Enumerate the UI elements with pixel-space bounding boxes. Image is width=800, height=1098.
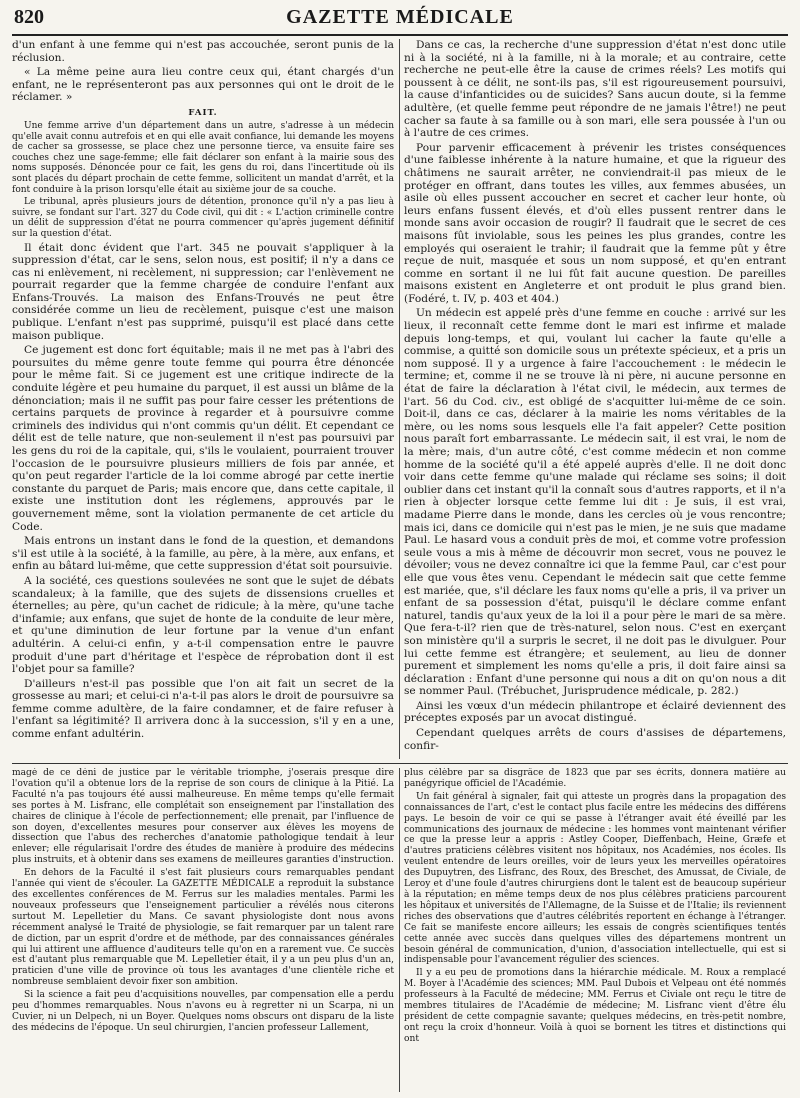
paragraph: D'ailleurs n'est-il pas possible que l'on ait fait un secret de la grossesse au mari; et celui-ci n'a-t-il pas alors le droit de poursuivre sa femme comme adultère, de la faire condamner, et de faire refuser à l'enfant sa légitimité? Il arrivera donc à la succession, s'il y en a une, comme enfant adultérin. [12, 677, 394, 741]
paragraph: Une femme arrive d'un département dans un autre, s'adresse à un médecin qu'elle avait connu autrefois et en qui elle avait confiance, lui demande les moyens de cacher sa grossesse, se place chez une personne tierce, va ensuite faire ses couches chez une sage-femme; elle fait déclarer son enfant à la mairie sous des noms supposés. Dénoncée pour ce fait, les gens du roi, dans l'incertitude où ils sont placés du départ prochain de cette femme, sollicitent un mandat d'arrêt, et la font conduire à la prison lorsqu'elle était au sixième jour de sa couche. [12, 120, 394, 195]
paragraph: Cependant quelques arrêts de cours d'assises de départemens, confir- [404, 727, 786, 752]
paragraph: Un médecin est appelé près d'une femme en couche : arrivé sur les lieux, il reconnaît cette femme dont le mari est infirme et malade depuis long-temps, et qui, voulant lui cacher la faute qu'elle a commise, a quitté son domicile sous un prétexte spécieux, et a pris un nom supposé. Il y a urgence à faire l'accouchement : le médecin le termine; et, comme il ne se trouve là ni père, ni aucune personne en état de faire la déclaration à l'état civil, le médecin, aux termes de l'art. 56 du Cod. civ., est obligé de s'acquitter lui-même de ce soin. Doit-il, dans ce cas, déclarer à la mairie les noms véritables de la mère, ou les noms sous lesquels elle l'a fait appeler? Cette position nous paraît fort embarrassante. Le médecin sait, il est vrai, le nom de la mère; mais, d'un autre côté, c'est comme médecin et non comme homme de la société qu'il a été appelé auprès d'elle. Il ne doit donc voir dans cette femme qu'une malade qui réclame ses soins; il doit oublier dans cet instant qu'il la connaît sous d'autres rapports, et il n'a rien à objecter lorsque cette femme lui dit : Je suis, il est vrai, madame Pierre dans le monde, dans les cercles où je vous rencontre; mais ici, dans ce domicile qui n'est pas le mien, je ne suis que madame Paul. Le hasard vous a conduit près de moi, et comme votre profession seule vous a mis à même de découvrir mon secret, vous ne pouvez le dévoiler; vous ne devez connaître ici que la femme Paul, car c'est pour elle que vous êtes venu. Cependant le médecin sait que cette femme est mariée, que, s'il déclare les faux noms qu'elle a pris, il va priver un enfant de sa possession d'état, puisqu'il le déclare comme enfant naturel, tandis qu'aux yeux de la loi il a pour père le mari de sa mère. Que fera-t-il? rien que de très-naturel, selon nous. C'est en exerçant son ministère qu'il a surpris le secret, il ne doit pas le divulguer. Pour lui cette femme est étrangère; et seulement, au lieu de donner purement et simplement les noms qu'elle a pris, il doit faire ainsi sa déclaration : Enfant d'une personne qui nous a dit on qu'on nous a dit se nommer Paul. (Trébuchet, Jurisprudence médicale, p. 282.) [404, 307, 786, 698]
page-header [12, 6, 788, 36]
lower-section [12, 768, 788, 1098]
paragraph: A la société, ces questions soulevées ne sont que le sujet de débats scandaleux; à la famille, que des sujets de dissensions cruelles et éternelles; au père, qu'un cachet de ridicule; à la mère, qu'une tache d'infamie; aux enfans, que sujet de honte de la conduite de leur mère, et qu'une diminution de leur fortune par la venue d'un enfant adultérin. A celui-ci enfin, y a-t-il compensation entre le pauvre produit d'une part d'héritage et l'espèce de réprobation dont il est l'objet pour sa famille? [12, 574, 394, 676]
column-divider [399, 768, 400, 1092]
upper-left-column [12, 39, 394, 759]
paragraph: Ce jugement est donc fort équitable; mais il ne met pas à l'abri des poursuites du même genre toute femme qui pourra être dénoncée pour le même fait. Si ce jugement est une critique indirecte de la conduite légère et peu humaine du parquet, il est aussi un blâme de la dénonciation; mais il ne suffit pas pour faire cesser les prétentions de certains parquets de province à regarder et à poursuivre comme criminels des individus qui n'ont commis qu'un délit. Et cependant ce délit est de telle nature, que non-seulement il n'est pas poursuivi par les gens du roi de la capitale, qui, s'ils le voulaient, pourraient trouver l'occasion de le poursuivre plusieurs milliers de fois par année, et qu'on peut regarder l'article de la loi comme abrogé par cette inertie constante du parquet de Paris; mais encore que, dans cette capitale, il existe une institution dont les réglemens, approuvés par le gouvernement même, sont la violation permanente de cet article du Code. [12, 344, 394, 533]
paragraph: Il était donc évident que l'art. 345 ne pouvait s'appliquer à la suppression d'état, car le sens, selon nous, est positif; il n'y a dans ce cas ni enlèvement, ni recèlement, ni suppression; car l'enlèvement ne pourrait regarder que la femme chargée de conduire l'enfant aux Enfans-Trouvés. La maison des Enfans-Trouvés ne peut être considérée comme un lieu de recèlement, puisque c'est une maison publique. L'enfant n'est pas supprimé, puisqu'il est placé dans cette maison publique. [12, 241, 394, 342]
paragraph: d'un enfant à une femme qui n'est pas accouchée, seront punis de la réclusion. [12, 39, 394, 64]
paragraph: Il y a eu peu de promotions dans la hiérarchie médicale. M. Roux a remplacé M. Boyer à l'Académie des sciences; MM. Paul Dubois et Velpeau ont été nommés professeurs à la Faculté de médecine; MM. Ferrus et Civiale ont reçu le titre de membres titulaires de l'Académie de médecine; M. Lisfranc vient d'être élu président de cette compagnie savante; quelques médecins, en très-petit nombre, ont reçu la croix d'honneur. Voilà à quoi se bornent les titres et distinctions qui ont [404, 968, 786, 1044]
paragraph: Pour parvenir efficacement à prévenir les tristes conséquences d'une faiblesse inhérente à la nature humaine, et que la rigueur des châtimens ne saurait arrêter, ne conviendrait-il pas mieux de le protéger en offrant, dans toutes les villes, aux femmes abusées, un asile où elles pussent accoucher en secret et cacher leur honte, où leurs enfans fussent élevés, et d'où elles pussent rentrer dans le monde sans avoir occasion de rougir? Il faudrait que le secret de ces maisons fût inviolable, sous les peines les plus grandes, contre les employés qui oseraient le trahir; il faudrait que la femme pût y être reçue de nuit, masquée et sous un nom supposé, et qu'en entrant comme en sortant il ne lui fût fait aucune question. De pareilles maisons existent en Angleterre et ont produit le plus grand bien. (Fodéré, t. IV, p. 403 et 404.) [404, 141, 786, 305]
section-heading-fait: FAIT. [188, 107, 218, 118]
column-divider [399, 39, 400, 759]
paragraph: magé de ce déni de justice par le véritable triomphe, j'oserais presque dire l'ovation qu'il a obtenue lors de la reprise de son cours de clinique à la Pitié. La Faculté n'a pas toujours été aussi malheureuse. En même temps qu'elle fermait ses portes à M. Lisfranc, elle complétait son enseignement par l'installation des chaires de clinique à l'école de perfectionnement; elle prenait, par l'influence de son doyen, d'excellentes mesures pour conserver aux élèves les moyens de dissection que l'abus des recherches d'anatomie pathologique tendait à leur enlever; elle régularisait l'ordre des études de manière à produire des médecins plus instruits, et à obtenir dans ses examens de meilleures garanties d'instruction. [12, 768, 394, 866]
paragraph: Dans ce cas, la recherche d'une suppression d'état n'est donc utile ni à la société, ni à la famille, ni à la morale; et au contraire, cette recherche ne peut-elle être la cause de crimes réels? Les motifs qui poussent à ce délit, ne sont-ils pas, s'il est rigoureusement poursuivi, la cause d'infanticides ou de suicides? Sans aucun doute, si la femme adultère, (et quelle femme peut répondre de ne jamais l'être!) ne peut cacher sa faute à sa famille ou à son mari, elle sera poussée à l'un ou à l'autre de ces crimes. [404, 39, 786, 140]
upper-section [12, 39, 788, 764]
lower-right-column [404, 768, 786, 1092]
paragraph: En dehors de la Faculté il s'est fait plusieurs cours remarquables pendant l'année qui vient de s'écouler. La GAZETTE MÉDICALE a reproduit la substance des excellentes conférences de M. Ferrus sur les maladies mentales. Parmi les nouveaux professeurs que l'enseignement particulier a révélés nous citerons surtout M. Lepelletier du Mans. Ce savant physiologiste dont nous avons récemment analysé le Traité de physiologie, se fait remarquer par un talent rare de diction, par un esprit d'ordre et de méthode, par des connaissances générales qui lui attirent une affluence d'auditeurs telle qu'on en a rarement vue. Ce succès est d'autant plus remarquable que M. Lepelletier était, il y a un peu plus d'un an, praticien d'une ville de province où tous les avantages d'une clientèle riche et nombreuse semblaient devoir fixer son ambition. [12, 868, 394, 988]
paragraph: Le tribunal, après plusieurs jours de détention, prononce qu'il n'y a pas lieu à suivre, se fondant sur l'art. 327 du Code civil, qui dit : « L'action criminelle contre un délit de suppression d'état ne pourra commencer qu'après jugement définitif sur la question d'état. [12, 197, 394, 239]
lower-left-column [12, 768, 394, 1092]
paragraph: Si la science a fait peu d'acquisitions nouvelles, par compensation elle a perdu peu d'hommes remarquables. Nous n'avons eu à regretter ni un Scarpa, ni un Cuvier, ni un Delpech, ni un Boyer. Quelques noms obscurs ont disparu de la liste des médecins de l'époque. Un seul chirurgien, l'ancien professeur Lallement, [12, 990, 394, 1033]
paragraph: « La même peine aura lieu contre ceux qui, étant chargés d'un enfant, ne le représenteront pas aux personnes qui ont le droit de le réclamer. » [12, 66, 394, 104]
paragraph: plus célèbre par sa disgrâce de 1823 que par ses écrits, donnera matière au panégyrique officiel de l'Académie. [404, 768, 786, 789]
page-number: 820 [14, 6, 44, 28]
paragraph: Ainsi les vœux d'un médecin philantrope et éclairé deviennent des préceptes exposés par un avocat distingué. [404, 699, 786, 725]
upper-right-column [404, 39, 786, 759]
paragraph: Mais entrons un instant dans le fond de la question, et demandons s'il est utile à la société, à la famille, au père, à la mère, aux enfans, et enfin au bâtard lui-même, que cette suppression d'état soit poursuivie. [12, 535, 394, 573]
paragraph: Un fait général à signaler, fait qui atteste un progrès dans la propagation des connaissances de l'art, c'est le contact plus facile entre les médecins des différens pays. Le besoin de voir ce qui se passe à l'étranger avait été éveillé par les communications des journaux de médecine : les hommes vont maintenant vérifier ce que la presse leur a appris : Astley Cooper, Dieffenbach, Heine, Græfe et d'autres praticiens célèbres visitent nos hôpitaux, nos Académies, nos écoles. Ils veulent entendre de leurs oreilles, voir de leurs yeux les merveilles opératoires des Dupuytren, des Lisfranc, des Roux, des Breschet, des Amussat, de Civiale, de Leroy et d'une foule d'autres chirurgiens dont le talent est de beaucoup supérieur à la réputation; en même temps deux de nos plus célèbres praticiens parcourent les hôpitaux et universités de l'Allemagne, de la Suisse et de l'Italie; ils reviennent riches des observations que d'autres célébrités reportent en échange à l'étranger. Ce fait se manifeste encore ailleurs; les essais de congrès scientifiques tentés cette année avec succès dans quelques villes des départemens montrent un besoin général de communication, d'union, d'association intellectuelle, qui est si indispensable pour l'avancement régulier des sciences. [404, 791, 786, 966]
masthead-title: GAZETTE MÉDICALE [286, 6, 514, 28]
